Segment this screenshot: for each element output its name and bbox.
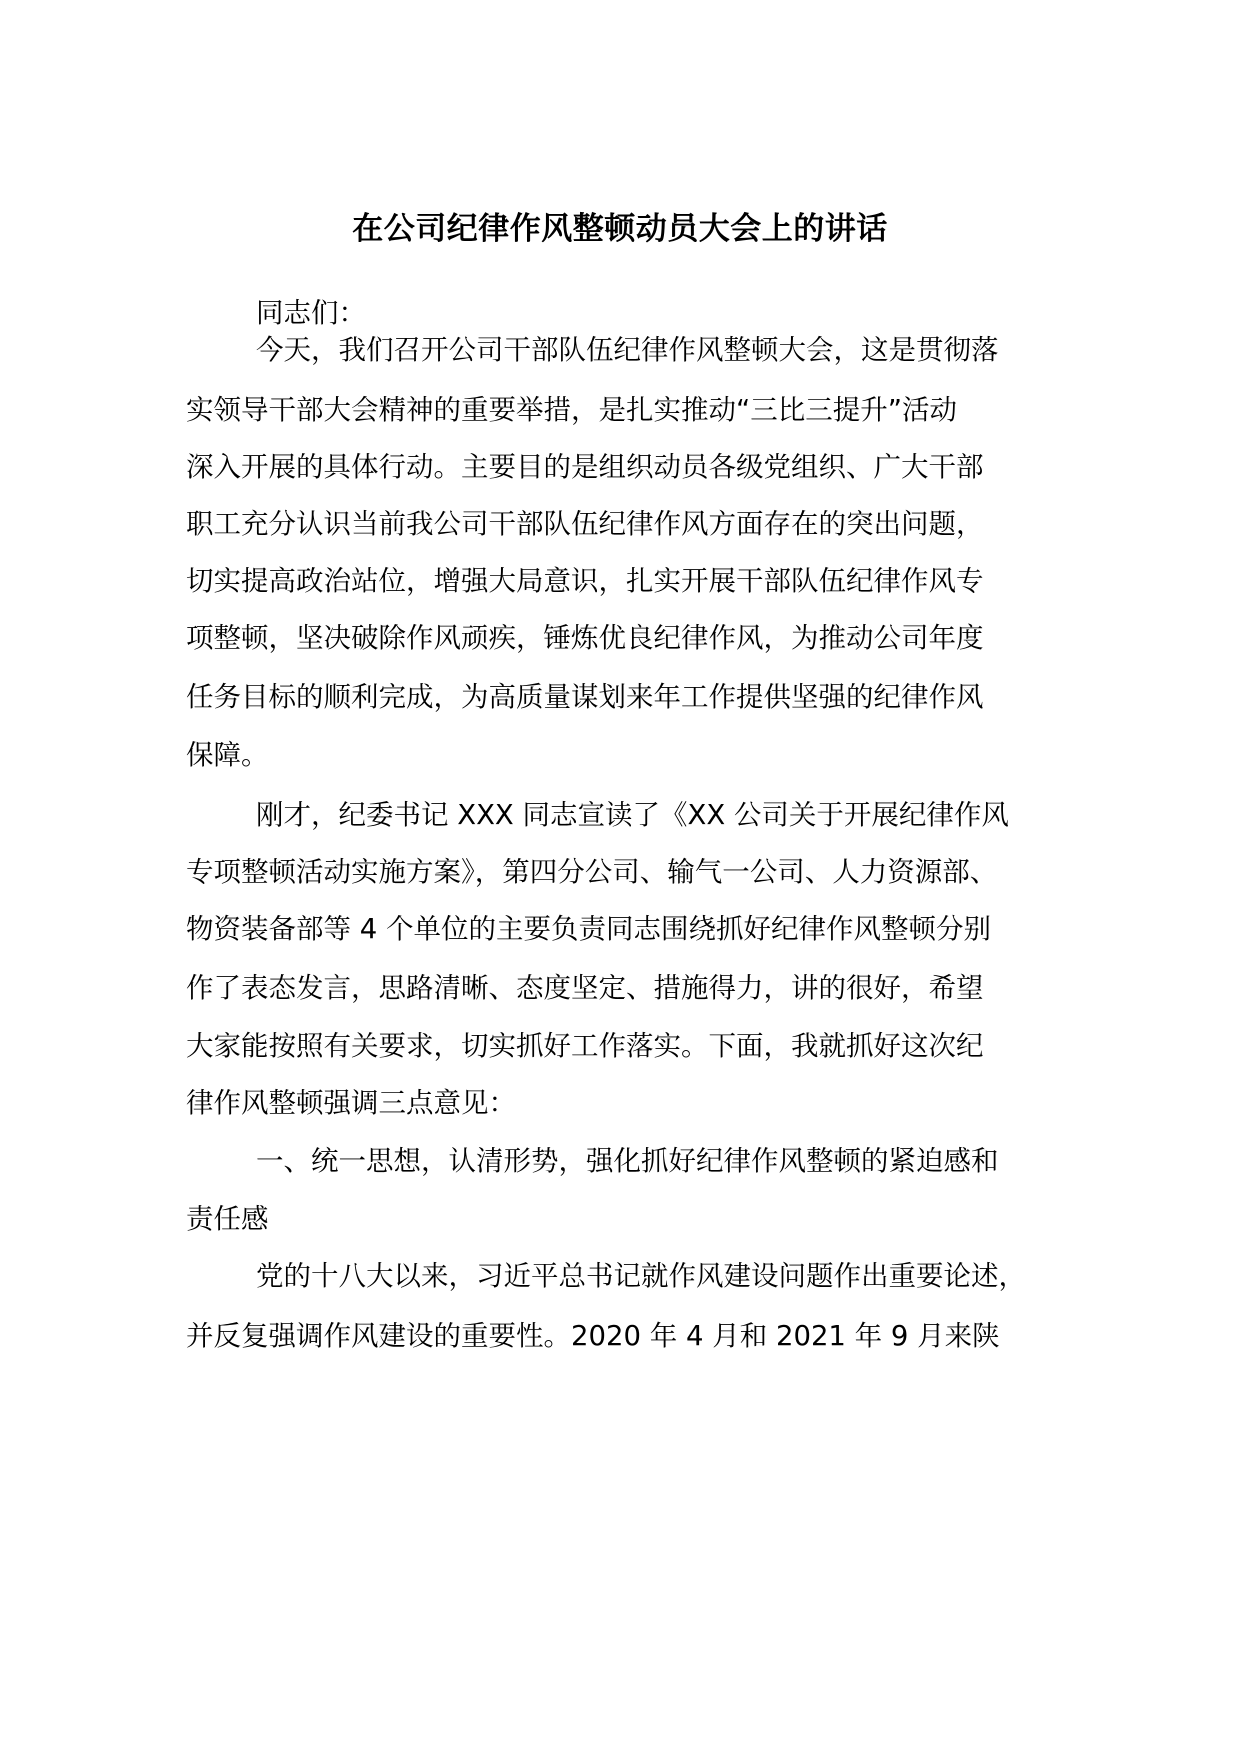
paragraph-line: 作了表态发言，思路清晰、态度坚定、措施得力，讲的很好，希望 xyxy=(186,972,984,1004)
paragraph-line: 保障。 xyxy=(186,739,269,771)
paragraph-line: 刚才，纪委书记 XXX 同志宣读了《XX 公司关于开展纪律作风 xyxy=(256,799,1009,831)
paragraph-line: 大家能按照有关要求，切实抓好工作落实。下面，我就抓好这次纪 xyxy=(186,1030,984,1062)
paragraph-line: 项整顿，坚决破除作风顽疾，锤炼优良纪律作风，为推动公司年度 xyxy=(186,622,984,654)
section-heading: 一、统一思想，认清形势，强化抓好纪律作风整顿的紧迫感和 xyxy=(256,1145,999,1177)
paragraph-line: 今天，我们召开公司干部队伍纪律作风整顿大会，这是贯彻落 xyxy=(256,334,999,366)
salutation: 同志们： xyxy=(256,297,366,329)
document-title: 在公司纪律作风整顿动员大会上的讲话 xyxy=(352,211,888,247)
paragraph-line: 党的十八大以来，习近平总书记就作风建设问题作出重要论述， xyxy=(256,1260,1026,1292)
paragraph-line: 职工充分认识当前我公司干部队伍纪律作风方面存在的突出问题， xyxy=(186,508,984,540)
paragraph-line: 任务目标的顺利完成，为高质量谋划来年工作提供坚强的纪律作风 xyxy=(186,681,984,713)
section-heading: 责任感 xyxy=(186,1203,269,1235)
paragraph-line: 专项整顿活动实施方案》，第四分公司、输气一公司、人力资源部、 xyxy=(186,856,998,888)
paragraph-line: 并反复强调作风建设的重要性。2020 年 4 月和 2021 年 9 月来陕 xyxy=(186,1320,1000,1352)
paragraph-line: 律作风整顿强调三点意见： xyxy=(186,1087,516,1119)
paragraph-line: 切实提高政治站位，增强大局意识，扎实开展干部队伍纪律作风专 xyxy=(186,565,984,597)
paragraph-line: 物资装备部等 4 个单位的主要负责同志围绕抓好纪律作风整顿分别 xyxy=(186,913,991,945)
paragraph-line: 深入开展的具体行动。主要目的是组织动员各级党组织、广大干部 xyxy=(186,451,984,483)
paragraph-line: 实领导干部大会精神的重要举措，是扎实推动“三比三提升”活动 xyxy=(186,394,957,426)
